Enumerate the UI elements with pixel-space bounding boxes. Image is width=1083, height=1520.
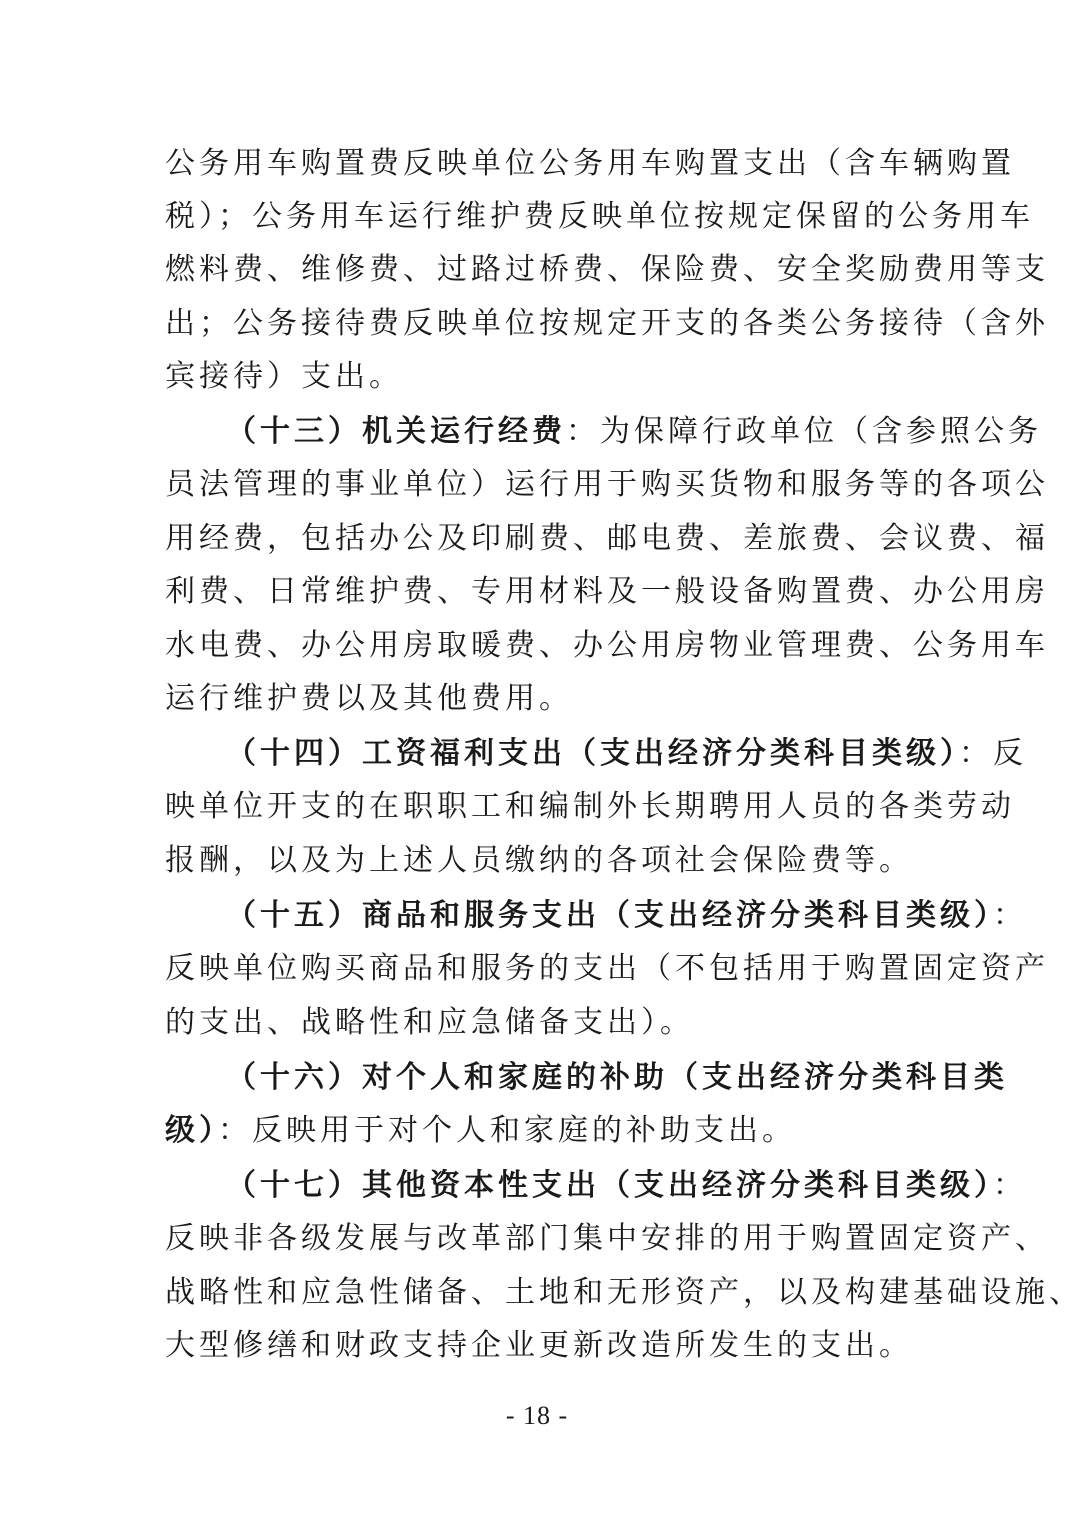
line-text: 出；公务接待费反映单位按规定开支的各类公务接待（含外: [165, 306, 1049, 341]
line-text: 映单位开支的在职职工和编制外长期聘用人员的各类劳动: [165, 789, 1015, 824]
section-heading: （十七）其他资本性支出（支出经济分类科目类级）: [226, 1168, 993, 1203]
line-text: ：: [993, 1168, 1027, 1203]
text-line-16: [165, 949, 1049, 989]
line-text: 燃料费、维修费、过路过桥费、保险费、安全奖励费用等支: [165, 252, 1049, 287]
line-text: 用经费，包括办公及印刷费、邮电费、差旅费、会议费、福: [165, 521, 1049, 556]
text-line-4: [165, 304, 1049, 344]
line-text: ：反: [959, 736, 1027, 771]
line-text: ：为保障行政单位（含参照公务: [566, 414, 1042, 449]
text-line-10: [165, 626, 1049, 666]
section-13-heading-line: [226, 412, 1042, 452]
text-line-14: [165, 841, 925, 881]
text-line-9: [165, 572, 1049, 612]
line-text: ：反映用于对个人和家庭的补助支出。: [218, 1113, 796, 1148]
text-line-5: [165, 357, 925, 397]
section-heading: （十三）机关运行经费: [226, 414, 566, 449]
line-text: 战略性和应急性储备、土地和无形资产，以及构建基础设施、: [165, 1275, 1083, 1310]
line-text: 运行维护费以及其他费用。: [165, 681, 573, 716]
line-text: 宾接待）支出。: [165, 359, 403, 394]
section-14-heading-line: [226, 734, 1027, 774]
line-text: 税）；公务用车运行维护费反映单位按规定保留的公务用车: [165, 199, 1034, 234]
section-heading: 级）: [165, 1113, 218, 1148]
section-15-heading-line: [226, 896, 1027, 936]
text-line-17: [165, 1003, 925, 1043]
text-line-22: [165, 1273, 1083, 1313]
line-text: 公务用车购置费反映单位公务用车购置支出（含车辆购置: [165, 146, 1015, 181]
line-text: 的支出、战略性和应急储备支出）。: [165, 1005, 694, 1040]
section-heading: （十四）工资福利支出（支出经济分类科目类级）: [226, 736, 959, 771]
text-line-13: [165, 787, 1015, 827]
line-text: 大型修缮和财政支持企业更新改造所发生的支出。: [165, 1328, 913, 1363]
text-line-8: [165, 519, 1049, 559]
text-line-21: [165, 1219, 1049, 1259]
section-heading: （十六）对个人和家庭的补助（支出经济分类科目类: [226, 1060, 1008, 1095]
text-line-3: [165, 250, 1049, 290]
text-line-7: [165, 465, 1049, 505]
section-17-heading-line: [226, 1166, 1027, 1206]
text-line-2: [165, 197, 1034, 237]
text-line-23: [165, 1326, 925, 1366]
section-16-heading-continuation: [165, 1111, 925, 1151]
line-text: 员法管理的事业单位）运行用于购买货物和服务等的各项公: [165, 467, 1049, 502]
section-16-heading-line: [226, 1058, 1008, 1098]
page-number: - 18 -: [505, 1401, 569, 1430]
line-text: 水电费、办公用房取暖费、办公用房物业管理费、公务用车: [165, 628, 1049, 663]
line-text: ：: [993, 898, 1027, 933]
text-line-1: [165, 144, 1015, 184]
line-text: 利费、日常维护费、专用材料及一般设备购置费、办公用房: [165, 574, 1049, 609]
line-text: 报酬，以及为上述人员缴纳的各项社会保险费等。: [165, 843, 913, 878]
text-line-11: [165, 679, 925, 719]
line-text: 反映非各级发展与改革部门集中安排的用于购置固定资产、: [165, 1221, 1049, 1256]
line-text: 反映单位购买商品和服务的支出（不包括用于购置固定资产: [165, 951, 1049, 986]
section-heading: （十五）商品和服务支出（支出经济分类科目类级）: [226, 898, 993, 933]
